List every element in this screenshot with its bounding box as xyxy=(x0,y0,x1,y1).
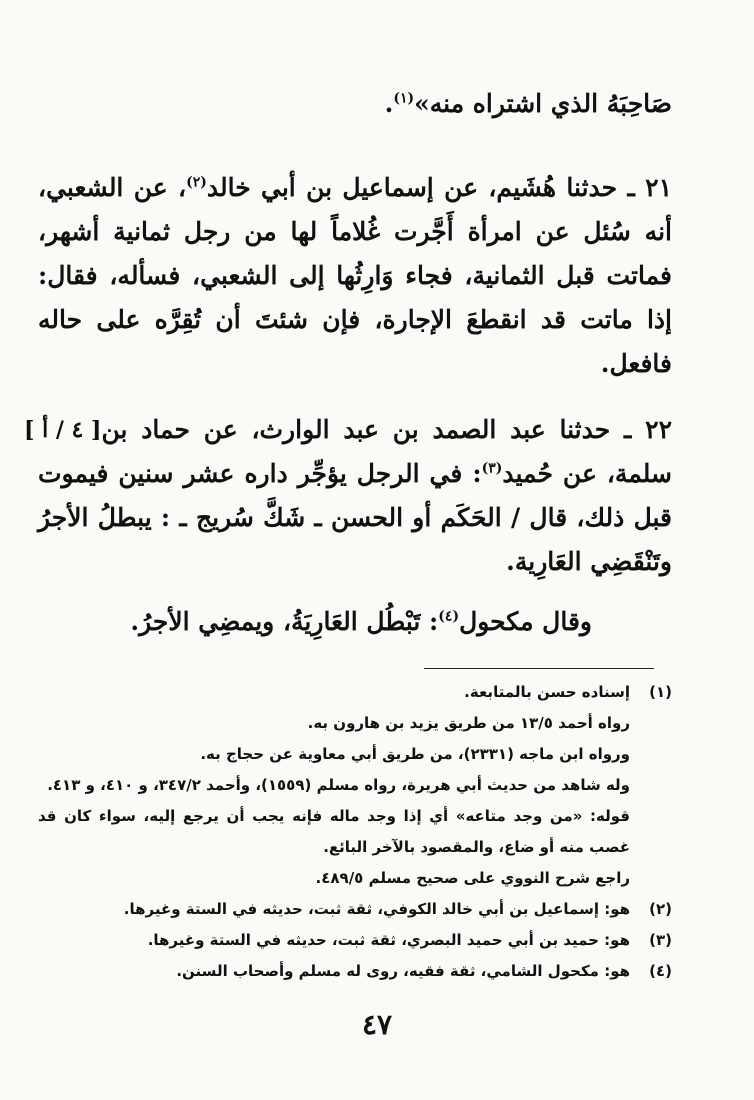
footnote-ref-2[interactable]: (٢) xyxy=(186,174,207,191)
footnote-ref-4[interactable]: (٤) xyxy=(438,608,460,625)
footnote-ref-3[interactable]: (٣) xyxy=(481,460,503,477)
footnote-1: (١) إسناده حسن بالمتابعة. رواه أحمد ١٣/٥ من طريق يزيد بن هارون به. ورواه ابن ماجه (٢٣٣١)، من طريق أبي معاوية عن حجاج به. وله شاهد من حديث أبي هريرة، رواه مسلم (١٥٥٩)، وأحمد ٣٤٧/٢، و ٤١٠، و ٤١٣. قوله: «من وجد متاعه» أي إذا وجد ماله فإنه يجب أن يرجع إليه، سواء كان قد غصب منه أو ضاع، والمقصود بالآخر البائع. راجع شرح النووي على صحيح مسلم ٤٨٩/٥. xyxy=(38,683,672,887)
footnote-2: (٢) هو: إسماعيل بن أبي خالد الكوفي، ثقة ثبت، حديثه في الستة وغيرها. xyxy=(123,900,672,918)
footnote-4: (٤) هو: مكحول الشامي، ثقة فقيه، روى له مسلم وأصحاب السنن. xyxy=(176,962,672,980)
paragraph-21: ٢١ ـ حدثنا هُشَيم، عن إسماعيل بن أبي خالد$^{(٢)}$، عن الشعبي، أنه سُئل عن امرأة أَجَّرت غُلاماً لها من رجل ثمانية أشهر، فماتت قبل الثمانية، فجاء وَارِثُها إلى الشعبي، فسأله، فقال: إذا ماتت قد انقطعَ الإجارة، فإن شئتَ أن تُقِرَّه على حاله فافعل. xyxy=(38,173,672,378)
footnote-3: (٣) هو: حميد بن أبي حميد البصري، ثقة ثبت، حديثه في الستة وغيرها. xyxy=(147,931,672,949)
paragraph-23: وقال مكحول$^{(٤)}$: تَبْطُل العَارِيَةُ، ويمضِي الأجرُ. xyxy=(130,607,592,636)
main-text xyxy=(24,82,672,644)
page-number: ٤٧ xyxy=(361,1008,393,1041)
paragraph-22: [ ٤ / أ ] ٢٢ ـ حدثنا عبد الصمد بن عبد الوارث، عن حماد بن سلمة، عن حُميد$^{(٣)}$: في الرجل يؤجِّر داره عشر سنين فيموت قبل ذلك، قال / الحَكَم أو الحسن ـ شَكَّ سُريج ـ : يبطلُ الأجرُ وتَنْقَضِي العَارِية. xyxy=(38,408,672,584)
folio-marker: [ ٤ / أ ] xyxy=(24,417,102,443)
footnote-separator xyxy=(424,668,654,669)
paragraph-continuation: صَاحِبَهُ الذي اشتراه منه»$^{(١)}$. xyxy=(384,89,672,118)
footnotes xyxy=(38,677,672,987)
footnote-ref-1[interactable]: (١) xyxy=(393,90,415,107)
